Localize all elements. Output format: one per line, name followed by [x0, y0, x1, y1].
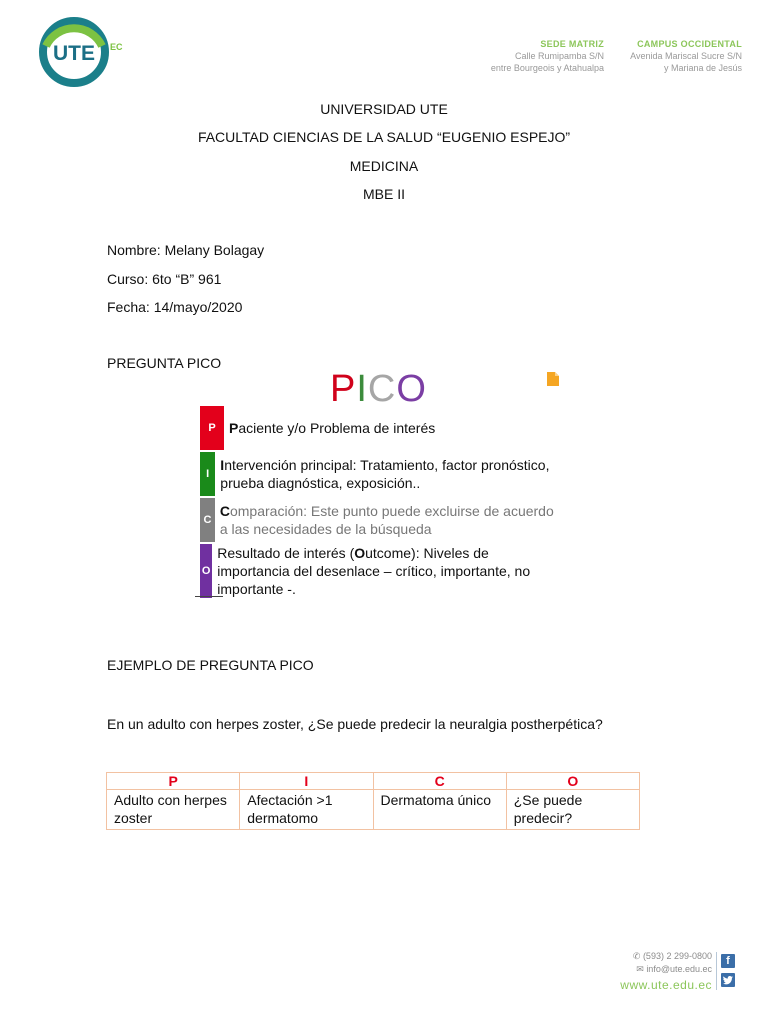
- section-ejemplo: EJEMPLO DE PREGUNTA PICO: [107, 657, 314, 673]
- mail-icon: ✉: [636, 964, 647, 974]
- pico-text-i: Intervención principal: Tratamiento, factor pronóstico, prueba diagnóstica, exposición..: [220, 457, 550, 491]
- pico-table-cell-c: Dermatoma único: [373, 790, 506, 830]
- footer-email[interactable]: ✉ info@ute.edu.ec: [636, 964, 712, 974]
- pico-graphic-underline: [195, 596, 223, 597]
- pico-table-cell-i: Afectación >1 dermatomo: [240, 790, 373, 830]
- campus-line1: Avenida Mariscal Sucre S/N: [630, 51, 742, 61]
- twitter-icon[interactable]: [721, 973, 735, 987]
- student-course: Curso: 6to “B” 961: [107, 271, 222, 287]
- pico-letter-p: P: [200, 406, 224, 450]
- faculty-title: FACULTAD CIENCIAS DE LA SALUD “EUGENIO ESPEJO”: [197, 129, 571, 145]
- pico-row-p: [200, 406, 560, 450]
- pico-table: [106, 772, 640, 830]
- sede-matriz-address: [470, 38, 604, 74]
- table-row: [107, 790, 640, 830]
- campus-occidental-address: [612, 38, 742, 74]
- example-question: En un adulto con herpes zoster, ¿Se puede predecir la neuralgia postherpética?: [107, 716, 603, 732]
- campus-line2: y Mariana de Jesús: [663, 63, 742, 73]
- section-pregunta-pico: PREGUNTA PICO: [107, 355, 222, 371]
- pico-table-header-p: P: [107, 773, 240, 790]
- pico-table-cell-p: Adulto con herpes zoster: [107, 790, 240, 830]
- pico-text-o: Resultado de interés (Outcome): Niveles de importancia del desenlace – crítico, importante, no importante -.: [217, 545, 531, 597]
- subject-title: MBE II: [362, 186, 405, 202]
- pico-letter-c: C: [200, 498, 215, 542]
- pico-graphic-title: PICO: [330, 368, 427, 410]
- pico-text-p: Paciente y/o Problema de interés: [229, 420, 436, 436]
- sede-title: SEDE MATRIZ: [540, 39, 604, 49]
- career-title: MEDICINA: [349, 158, 419, 174]
- document-icon[interactable]: [547, 372, 559, 386]
- sede-line1: Calle Rumipamba S/N: [514, 51, 604, 61]
- footer-contact: [600, 950, 712, 994]
- campus-title: CAMPUS OCCIDENTAL: [637, 39, 742, 49]
- pico-table-header-c: C: [373, 773, 506, 790]
- footer-phone: ✆ (593) 2 299-0800: [632, 951, 712, 961]
- student-name: Nombre: Melany Bolagay: [107, 242, 265, 258]
- pico-table-header-i: I: [240, 773, 373, 790]
- footer-website[interactable]: www.ute.edu.ec: [620, 978, 712, 992]
- pico-table-header-o: O: [506, 773, 639, 790]
- pico-row-o: [200, 544, 560, 598]
- university-title: UNIVERSIDAD UTE: [320, 101, 448, 117]
- phone-icon: ✆: [632, 951, 643, 961]
- pico-row-i: [200, 452, 560, 496]
- footer-divider: [716, 952, 717, 990]
- logo-suffix: EC: [110, 42, 123, 52]
- pico-text-c: Comparación: Este punto puede excluirse de acuerdo a las necesidades de la búsqueda: [219, 503, 554, 537]
- pico-row-c: [200, 498, 560, 542]
- student-date: Fecha: 14/mayo/2020: [107, 299, 243, 315]
- pico-letter-i: I: [200, 452, 215, 496]
- logo-text: UTE: [53, 42, 95, 65]
- sede-line2: entre Bourgeois y Atahualpa: [490, 63, 604, 73]
- ute-logo: [38, 16, 110, 88]
- pico-letter-o: O: [200, 544, 212, 598]
- pico-table-header-row: [107, 773, 640, 790]
- pico-table-cell-o: ¿Se puede predecir?: [506, 790, 639, 830]
- facebook-icon[interactable]: f: [721, 954, 735, 968]
